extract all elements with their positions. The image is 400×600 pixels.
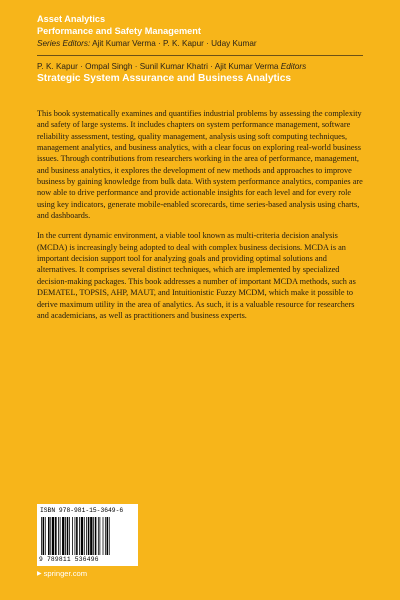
series-editors-label: Series Editors: — [37, 39, 91, 48]
book-title: Strategic System Assurance and Business Analytics — [37, 73, 292, 84]
series-name: Asset Analytics — [37, 14, 106, 24]
series-subtitle: Performance and Safety Management — [37, 26, 201, 36]
book-editors-label: Editors — [280, 62, 307, 71]
book-editors — [37, 61, 306, 72]
right-arrow-icon: ▶ — [37, 571, 42, 577]
blurb-text — [37, 108, 365, 321]
series-editors-names: Ajit Kumar Verma · P. K. Kapur · Uday Kumar — [92, 39, 257, 48]
book-editors-names: P. K. Kapur · Ompal Singh · Sunil Kumar Khatri · Ajit Kumar Verma — [37, 62, 279, 71]
divider-rule — [37, 55, 363, 56]
publisher-link[interactable] — [37, 569, 87, 578]
publisher-url: springer.com — [43, 569, 88, 578]
isbn-barcode — [37, 504, 138, 566]
blurb-paragraph: In the current dynamic environment, a viable tool known as multi-criteria decision analysis (MCDA) is increasingly being adopted to deal with complex business decisions. MCDA is an important decision support tool for analyzing goals and providing optimal solutions and alternatives. It comprises several distinct techniques, which are implemented by specialized decision-making packages. This book addresses a number of important MCDA methods, such as DEMATEL, TOPSIS, AHP, MAUT, and Intuitionistic Fuzzy MCDM, which make it possible to derive maximum utility in the area of analytics. As such, it is a valuable resource for researchers and academicians, as well as practitioners and business experts. — [37, 231, 356, 320]
barcode-bars — [41, 517, 134, 555]
blurb-paragraph: This book systematically examines and quantifies industrial problems by assessing the complexity and safety of large systems. It includes chapters on system performance management, software reliability assessment, testing, quality management, analysis using soft computing techniques, management analytics, and business analytics, with a clear focus on exploring real-world business issues. Through contributions from researchers working in the area of performance, management, and business analytics, it explores the development of new methods and approaches to improve business by gaining knowledge from bulk data. With system performance analytics, companies are now able to drive performance and provide actionable insights for each level and for every role using key indicators, generate mobile-enabled scorecards, time series-based analysis using charts, and dashboards. — [37, 109, 363, 221]
series-editors — [37, 38, 257, 49]
isbn-label: ISBN 978-981-15-3649-6 — [40, 507, 124, 514]
barcode-digits: 9 789811 536496 — [39, 556, 99, 563]
